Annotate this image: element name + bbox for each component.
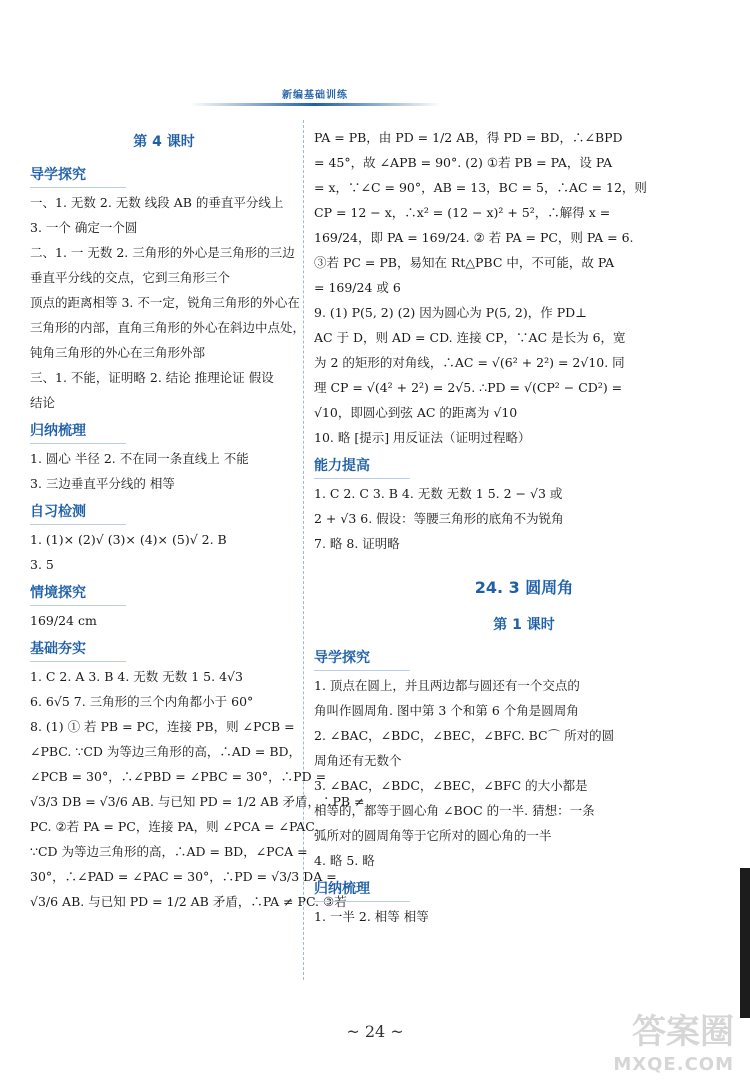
text-line: AC 于 D，则 AD = CD. 连接 CP，∵AC 是长为 6，宽 xyxy=(314,330,626,345)
text-line: 顶点的距离相等 3. 不一定，锐角三角形的外心在 xyxy=(30,295,300,310)
text-line: = x，∵∠C = 90°，AB = 13，BC = 5，∴AC = 12，则 xyxy=(314,180,647,195)
text-line: CP = 12 − x，∴x² = (12 − x)² + 5²，∴解得 x = xyxy=(314,205,611,220)
watermark-url: MXQE.COM xyxy=(613,1054,734,1075)
series-title: 新编基础训练 xyxy=(282,90,348,101)
text-line: 为 2 的矩形的对角线，∴AC = √(6² + 2²) = 2√10. 同 xyxy=(314,355,625,370)
text-line: 相等的，都等于圆心角 ∠BOC 的一半. 猜想：一条 xyxy=(314,803,595,818)
watermark-logo xyxy=(584,1010,734,1080)
text-line: = 169/24 或 6 xyxy=(314,280,401,295)
scan-edge-mark xyxy=(740,868,750,1018)
text-line: 二、1. 一 无数 2. 三角形的外心是三角形的三边 xyxy=(30,245,295,260)
text-line: = 45°，故 ∠APB = 90°. (2) ①若 PB = PA，设 PA xyxy=(314,155,613,170)
text-line: 3. 三边垂直平分线的 相等 xyxy=(30,476,175,491)
section-heading: 基础夯实 xyxy=(30,637,126,662)
section-heading: 导学探究 xyxy=(30,163,126,188)
header-rule xyxy=(190,103,440,106)
text-line: 周角还有无数个 xyxy=(314,753,402,768)
text-line: ③若 PC = PB，易知在 Rt△PBC 中，不可能，故 PA xyxy=(314,255,615,270)
text-line: 4. 略 5. 略 xyxy=(314,853,375,868)
text-line: 1. 圆心 半径 2. 不在同一条直线上 不能 xyxy=(30,451,249,466)
text-line: 2. ∠BAC，∠BDC，∠BEC，∠BFC. BC⌒ 所对的圆 xyxy=(314,728,615,743)
text-line: 钝角三角形的外心在三角形外部 xyxy=(30,345,206,360)
text-line: 弧所对的圆周角等于它所对的圆心角的一半 xyxy=(314,828,552,843)
text-line: 3. 一个 确定一个圆 xyxy=(30,220,138,235)
text-line: √3/3 DB = √3/6 AB. 与已知 PD = 1/2 AB 矛盾，∴PB ≠ xyxy=(30,794,365,809)
text-line: 3. ∠BAC，∠BDC，∠BEC，∠BFC 的大小都是 xyxy=(314,778,588,793)
text-line: √3/6 AB. 与已知 PD = 1/2 AB 矛盾，∴PA ≠ PC. ③若 xyxy=(30,894,347,909)
text-line: ∠PCB = 30°，∴∠PBD = ∠PBC = 30°，∴PD = xyxy=(30,769,327,784)
text-line: 10. 略 [提示] 用反证法（证明过程略） xyxy=(314,430,531,445)
text-line: 30°，∴∠PAD = ∠PAC = 30°，∴PD = √3/3 DA = xyxy=(30,869,337,884)
text-line: 8. (1) ① 若 PB = PC，连接 PB，则 ∠PCB = xyxy=(30,719,295,734)
text-line: 1. 一半 2. 相等 相等 xyxy=(314,909,429,924)
right-column xyxy=(314,125,734,929)
right-content xyxy=(314,125,734,929)
section-heading: 能力提高 xyxy=(314,454,410,479)
page-number: ~ 24 ~ xyxy=(346,1022,404,1041)
page-header xyxy=(0,83,750,107)
text-line: 7. 略 8. 证明略 xyxy=(314,536,400,551)
text-line: ∠PBC. ∵CD 为等边三角形的高，∴AD = BD， xyxy=(30,744,302,759)
lesson-title: 第 4 课时 xyxy=(133,134,195,150)
text-line: 1. (1)× (2)√ (3)× (4)× (5)√ 2. B xyxy=(30,532,227,547)
text-line: 垂直平分线的交点，它到三角形三个 xyxy=(30,270,231,285)
section-heading: 自习检测 xyxy=(30,500,126,525)
section-heading: 归纳梳理 xyxy=(314,877,410,902)
text-line: 1. 顶点在圆上，并且两边都与圆还有一个交点的 xyxy=(314,678,580,693)
text-line: 理 CP = √(4² + 2²) = 2√5. ∴PD = √(CP² − CD²) = xyxy=(314,380,623,395)
text-line: 169/24，即 PA = 169/24. ② 若 PA = PC，则 PA = 6. xyxy=(314,230,634,245)
text-line: 2 + √3 6. 假设：等腰三角形的底角不为锐角 xyxy=(314,511,564,526)
text-line: 三、1. 不能，证明略 2. 结论 推理论证 假设 xyxy=(30,370,274,385)
text-line: 一、1. 无数 2. 无数 线段 AB 的垂直平分线上 xyxy=(30,195,284,210)
section-heading: 情境探究 xyxy=(30,581,126,606)
text-line: 169/24 cm xyxy=(30,613,97,628)
text-line: 1. C 2. C 3. B 4. 无数 无数 1 5. 2 − √3 或 xyxy=(314,486,563,501)
section-heading: 归纳梳理 xyxy=(30,419,126,444)
watermark-text: 答案圈 xyxy=(632,1012,734,1052)
text-line: ∵CD 为等边三角形的高，∴AD = BD，∠PCA = xyxy=(30,844,308,859)
text-line: 1. C 2. A 3. B 4. 无数 无数 1 5. 4√3 xyxy=(30,669,243,684)
text-line: 6. 6√5 7. 三角形的三个内角都小于 60° xyxy=(30,694,254,709)
text-line: 结论 xyxy=(30,395,56,410)
section-heading: 导学探究 xyxy=(314,646,410,671)
text-line: 三角形的内部，直角三角形的外心在斜边中点处， xyxy=(30,320,306,335)
text-line: PC. ②若 PA = PC，连接 PA，则 ∠PCA = ∠PAC. xyxy=(30,819,319,834)
text-line: √10，即圆心到弦 AC 的距离为 √10 xyxy=(314,405,518,420)
text-line: 3. 5 xyxy=(30,557,54,572)
text-line: 角叫作圆周角. 图中第 3 个和第 6 个角是圆周角 xyxy=(314,703,579,718)
text-line: PA = PB，由 PD = 1/2 AB，得 PD = BD，∴∠BPD xyxy=(314,130,623,145)
lesson-heading: 第 1 课时 xyxy=(493,617,555,633)
text-line: 9. (1) P(5, 2) (2) 因为圆心为 P(5, 2)，作 PD⊥ xyxy=(314,305,587,320)
chapter-heading: 24. 3 圆周角 xyxy=(474,578,574,597)
